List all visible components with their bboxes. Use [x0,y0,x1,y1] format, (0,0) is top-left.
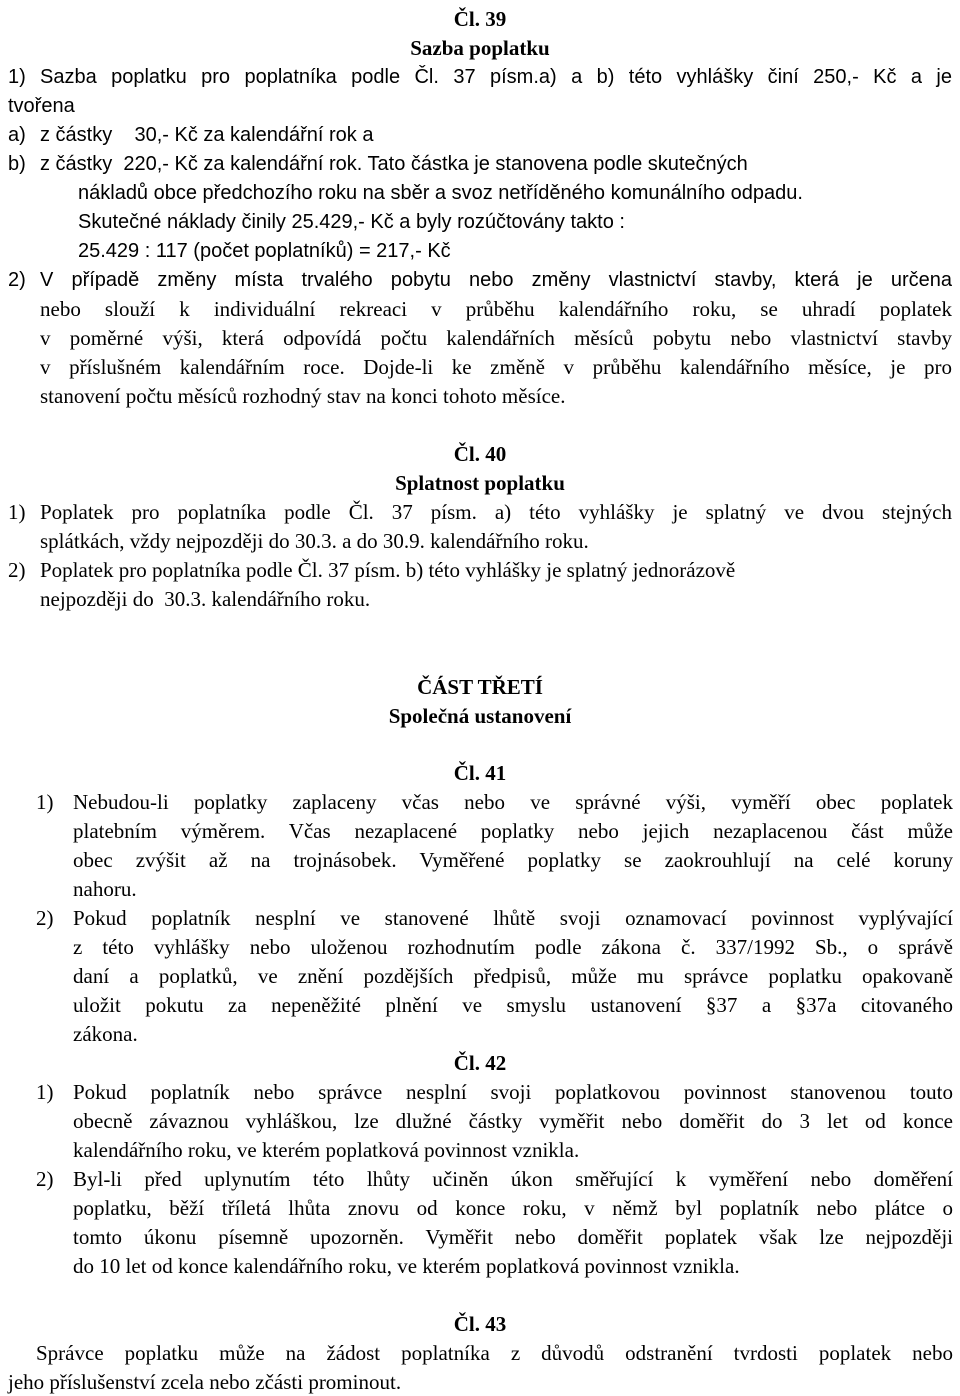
text-line: Sazba poplatku pro poplatníka podle Čl. 37 písm.a) a b) této vyhlášky činí 250,- Kč a je [40,66,952,88]
paragraph-number: 1) [8,500,26,524]
paragraph-number: 2) [8,269,26,291]
text-line: zákona. [73,1022,138,1046]
article-43-heading: Čl. 43 [453,1312,507,1336]
text-line: Byl-li před uplynutím této lhůty učiněn úkon směřující k vyměření nebo doměření [73,1167,953,1191]
text-line: z částky 30,- Kč za kalendářní rok a [40,124,374,146]
text-line: v poměrné výši, která odpovídá počtu kalendářních měsíců pobytu nebo vlastnictví stavby [40,326,952,350]
text-line: stanovení počtu měsíců rozhodný stav na konci tohoto měsíce. [40,384,566,408]
article-39-heading: Čl. 39 [453,7,507,31]
paragraph-number: 1) [36,790,54,814]
text-line: tomto úkonu písemně upozorněn. Vyměřit nebo doměřit poplatek však lze nejpozději [73,1225,953,1249]
text-line: v příslušném kalendářním roce. Dojde-li ke změně v průběhu kalendářního měsíce, je pro [40,355,952,379]
paragraph-number: 1) [36,1080,54,1104]
text-line: nejpozději do 30.3. kalendářního roku. [40,587,371,611]
text-line: 25.429 : 117 (počet poplatníků) = 217,- Kč [78,240,451,262]
text-line: V případě změny místa trvalého pobytu nebo změny vlastnictví stavby, která je určena [40,269,952,291]
text-line: z částky 220,- Kč za kalendářní rok. Tato částka je stanovena podle skutečných [40,153,748,175]
text-line: splátkách, vždy nejpozději do 30.3. a do 30.9. kalendářního roku. [40,529,589,553]
part-subtitle: Společná ustanovení [388,704,572,728]
paragraph-number: 1) [8,66,26,88]
text-line: Poplatek pro poplatníka podle Čl. 37 písm. b) této vyhlášky je splatný jednorázově [40,558,736,582]
text-line: Nebudou-li poplatky zaplaceny včas nebo ve správné výši, vyměří obec poplatek [73,790,953,814]
text-line: Pokud poplatník nesplní ve stanovené lhůtě svoji oznamovací povinnost vyplývající [73,906,953,930]
text-line: do 10 let od konce kalendářního roku, ve kterém poplatková povinnost vznikla. [73,1254,740,1278]
text-line: kalendářního roku, ve kterém poplatková povinnost vznikla. [73,1138,580,1162]
text-line: daní a poplatků, ve znění pozdějších předpisů, může mu správce poplatku opakovaně [73,964,953,988]
text-line: nebo slouží k individuální rekreaci v průběhu kalendářního roku, se uhradí poplatek [40,297,952,321]
part-title: ČÁST TŘETÍ [417,675,543,699]
text-line: obecně závaznou vyhláškou, lze dlužné částky vyměřit nebo doměřit do 3 let od konce [73,1109,953,1133]
text-line: poplatku, běží tříletá lhůta znovu od konce roku, v němž byl poplatník nebo plátce o [73,1196,953,1220]
paragraph-number: 2) [8,558,26,582]
text-line: obec zvýšit až na trojnásobek. Vyměřené poplatky se zaokrouhlují na celé koruny [73,848,953,872]
item-mark: a) [8,124,26,146]
text-line: platebním výměrem. Včas nezaplacené poplatky nebo jejich nezaplacenou část může [73,819,953,843]
article-40-title: Splatnost poplatku [395,471,565,495]
article-40-heading: Čl. 40 [453,442,507,466]
text-line: z této vyhlášky nebo uloženou rozhodnutím podle zákona č. 337/1992 Sb., o správě [73,935,953,959]
article-41-heading: Čl. 41 [453,761,507,785]
text-line: nákladů obce předchozího roku na sběr a svoz netříděného komunálního odpadu. [78,182,803,204]
text-line: uložit pokutu za nepeněžité plnění ve smyslu ustanovení §37 a §37a citovaného [73,993,953,1017]
text-line: nahoru. [73,877,137,901]
text-line: tvořena [8,95,75,117]
text-line: jeho příslušenství zcela nebo zčásti prominout. [8,1370,402,1394]
text-line: Poplatek pro poplatníka podle Čl. 37 písm. a) této vyhlášky je splatný ve dvou stejných [40,500,952,524]
text-line: Správce poplatku může na žádost poplatníka z důvodů odstranění tvrdosti poplatek nebo [36,1341,953,1365]
item-mark: b) [8,153,26,175]
text-line: Pokud poplatník nebo správce nesplní svoji poplatkovou povinnost stanovenou touto [73,1080,953,1104]
article-42-heading: Čl. 42 [453,1051,507,1075]
article-39-title: Sazba poplatku [410,36,550,60]
text-line: Skutečné náklady činily 25.429,- Kč a byly rozúčtovány takto : [78,211,625,233]
paragraph-number: 2) [36,1167,54,1191]
paragraph-number: 2) [36,906,54,930]
